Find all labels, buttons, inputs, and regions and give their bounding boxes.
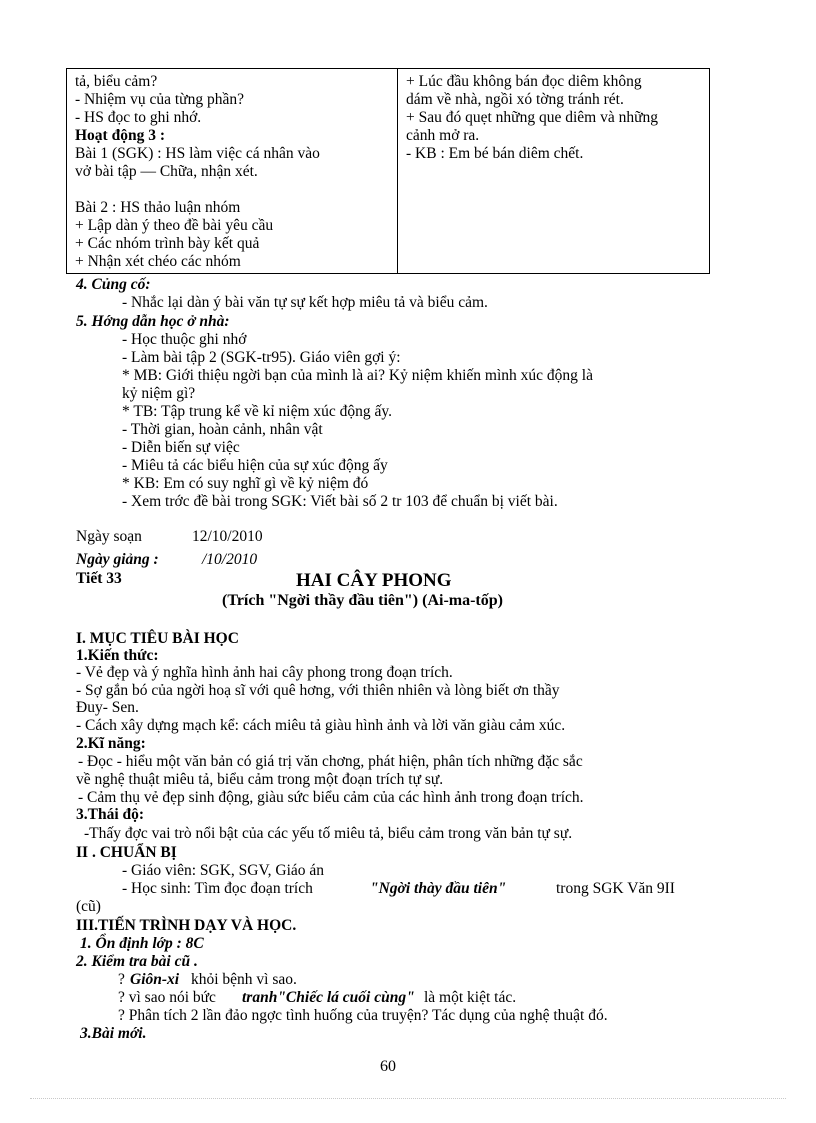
table-left-line: tả, biểu cảm?: [75, 73, 158, 90]
text-line: 4. Củng cố:: [76, 276, 151, 293]
text-line: - Cách xây dựng mạch kể: cách miêu tả giàu hình ảnh và lời văn giàu cảm xúc.: [76, 717, 566, 734]
text-line: 12/10/2010: [192, 528, 263, 545]
table-right-line: - KB : Em bé bán diêm chết.: [406, 145, 584, 162]
text-line: - Vẻ đẹp và ý nghĩa hình ảnh hai cây phong trong đoạn trích.: [76, 664, 453, 681]
lesson-activity-table: [66, 68, 710, 274]
table-left-line: Bài 2 : HS thảo luận nhóm: [75, 199, 241, 216]
table-left-line: - HS đọc to ghi nhớ.: [75, 109, 202, 126]
page-number: 60: [380, 1058, 396, 1075]
text-line: 2. Kiểm tra bài cũ .: [76, 953, 198, 970]
table-right-line: + Lúc đầu không bán đọc diêm không: [406, 73, 642, 90]
text-line: III.TIẾN TRÌNH DẠY VÀ HỌC.: [76, 917, 297, 934]
table-right-line: cảnh mở ra.: [406, 127, 480, 144]
text-line: Tiết 33: [76, 570, 122, 587]
text-line: - Học thuộc ghi nhớ: [122, 331, 247, 348]
text-line: (cũ): [76, 898, 101, 915]
text-line: II . CHUẨN BỊ: [76, 844, 177, 861]
text-line: Ngày soạn: [76, 528, 142, 545]
text-line: Đuy- Sen.: [76, 699, 139, 716]
text-line: - Giáo viên: SGK, SGV, Giáo án: [122, 862, 325, 879]
text-line: - Sợ gắn bó của ngời hoạ sĩ với quê hơng, với thiên nhiên và lòng biết ơn thầy: [76, 682, 560, 699]
text-line: - Xem trớc đề bài trong SGK: Viết bài số 2 tr 103 để chuẩn bị viết bài.: [122, 493, 558, 510]
text-line: tranh"Chiếc lá cuối cùng": [242, 989, 415, 1006]
table-left-line: - Nhiệm vụ của từng phần?: [75, 91, 244, 108]
table-left-line: [75, 181, 389, 199]
table-left-line: + Nhận xét chéo các nhóm: [75, 253, 241, 270]
page-bottom-divider: [30, 1098, 786, 1099]
text-line: I. MỤC TIÊU BÀI HỌC: [76, 630, 239, 647]
text-line: ?: [118, 971, 125, 988]
table-cell-teacher-activity: [67, 69, 398, 274]
table-left-line: + Lập dàn ý theo đề bài yêu cầu: [75, 217, 274, 234]
table-right-line: dám về nhà, ngồi xó tờng tránh rét.: [406, 91, 624, 108]
text-line: khỏi bệnh vì sao.: [191, 971, 297, 988]
text-line: - Cảm thụ vẻ đẹp sinh động, giàu sức biểu cảm của các hình ảnh trong đoạn trích.: [78, 789, 584, 806]
text-line: 3.Bài mới.: [80, 1025, 147, 1042]
table-left-line: Hoạt động 3 :: [75, 127, 165, 144]
text-line: Ngày giảng :: [76, 551, 159, 568]
text-line: (Trích "Ngời thầy đầu tiên") (Ai-ma-tốp): [222, 592, 503, 609]
text-line: /10/2010: [202, 551, 258, 568]
text-line: là một kiệt tác.: [424, 989, 517, 1006]
text-line: - Đọc - hiểu một văn bản có giá trị văn chơng, phát hiện, phân tích những đặc sắc: [78, 753, 583, 770]
text-line: trong SGK Văn 9II: [556, 880, 675, 897]
table-cell-content: [398, 69, 710, 274]
text-line: ? vì sao nói bức: [118, 989, 216, 1006]
text-line: - Học sinh: Tìm đọc đoạn trích: [122, 880, 313, 897]
table-row: [67, 69, 710, 274]
text-line: về nghệ thuật miêu tả, biểu cảm trong một đoạn trích tự sự.: [76, 771, 444, 788]
text-line: ? Phân tích 2 lần đảo ngợc tình huống của truyện? Tác dụng của nghệ thuật đó.: [118, 1007, 608, 1024]
text-line: "Ngời thày đầu tiên": [370, 880, 507, 897]
table-left-line: vở bài tập — Chữa, nhận xét.: [75, 163, 258, 180]
text-line: * MB: Giới thiệu ngời bạn của mình là ai? Kỷ niệm khiến mình xúc động là: [122, 367, 593, 384]
text-line: * KB: Em có suy nghĩ gì về kỷ niệm đó: [122, 475, 369, 492]
text-line: * TB: Tập trung kể về kỉ niệm xúc động ấy.: [122, 403, 393, 420]
text-line: -Thấy đợc vai trò nổi bật của các yếu tố miêu tả, biểu cảm trong văn bản tự sự.: [84, 825, 573, 842]
text-line: kỷ niệm gì?: [122, 385, 196, 402]
text-line: 2.Kĩ năng:: [76, 735, 146, 752]
text-line: 1. Ổn định lớp : 8C: [80, 935, 204, 952]
table-left-line: + Các nhóm trình bày kết quả: [75, 235, 260, 252]
text-line: - Diễn biến sự việc: [122, 439, 240, 456]
text-line: - Thời gian, hoàn cảnh, nhân vật: [122, 421, 323, 438]
text-line: 5. Hớng dẫn học ở nhà:: [76, 313, 230, 330]
text-line: 3.Thái độ:: [76, 806, 145, 823]
text-line: - Nhắc lại dàn ý bài văn tự sự kết hợp miêu tả và biểu cảm.: [122, 294, 488, 311]
text-line: - Làm bài tập 2 (SGK-tr95). Giáo viên gợi ý:: [122, 349, 401, 366]
table-left-line: Bài 1 (SGK) : HS làm việc cá nhân vào: [75, 145, 320, 162]
text-line: - Miêu tả các biểu hiện của sự xúc động ấy: [122, 457, 388, 474]
text-line: Giôn-xi: [130, 971, 180, 988]
text-line: HAI CÂY PHONG: [296, 570, 452, 591]
text-line: 1.Kiến thức:: [76, 647, 159, 664]
table-right-line: + Sau đó quẹt những que diêm và những: [406, 109, 658, 126]
